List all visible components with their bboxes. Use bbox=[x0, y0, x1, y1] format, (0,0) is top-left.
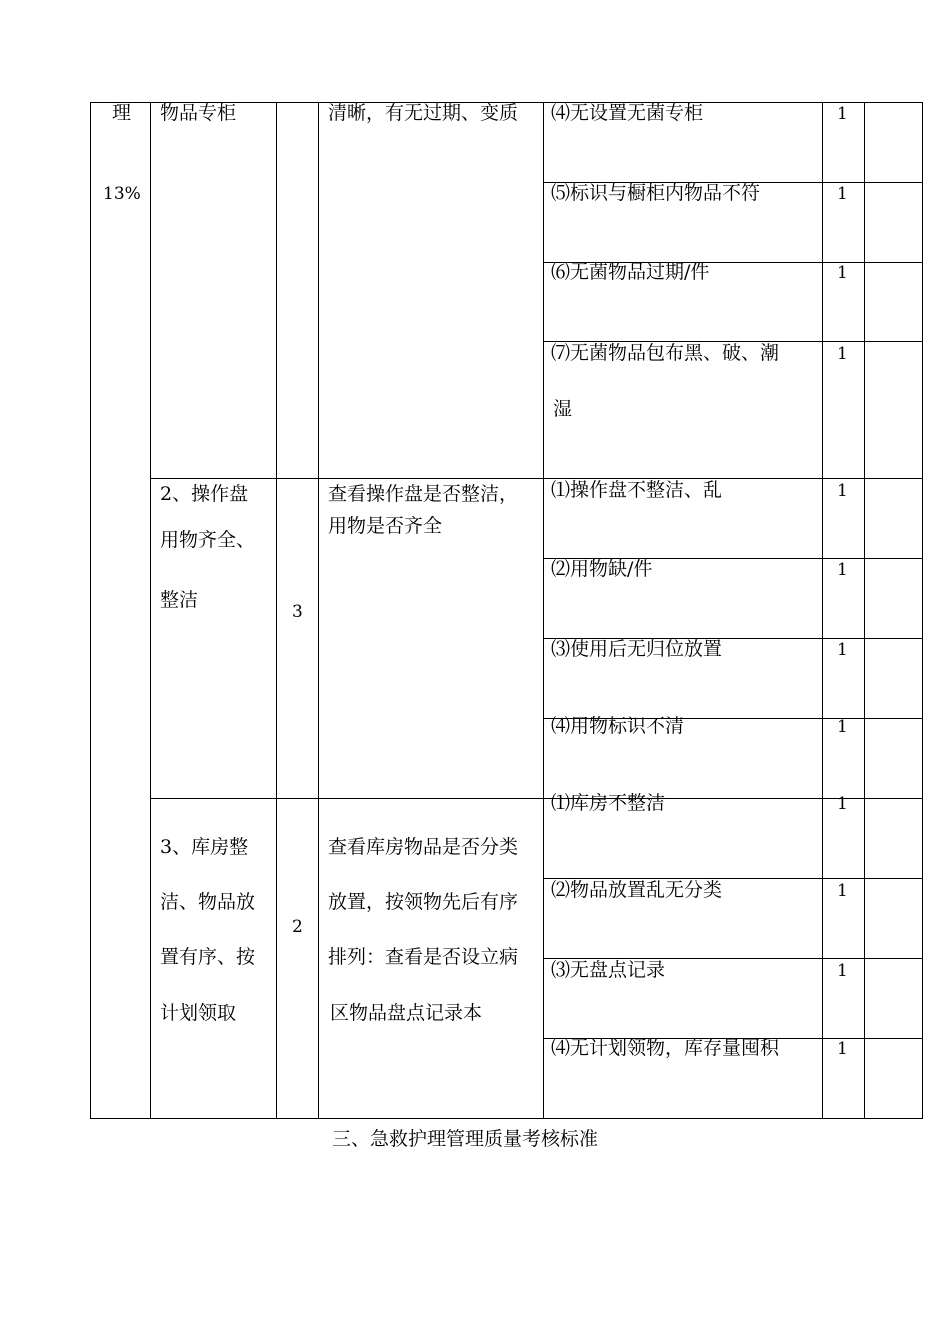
section-divider bbox=[150, 478, 923, 479]
item-text: 置有序、按 bbox=[160, 946, 256, 968]
item-text: 3、库房整 bbox=[160, 836, 249, 858]
deduction-text: ⑹无菌物品过期/件 bbox=[551, 261, 710, 283]
deduction-text: ⑷无设置无菌专柜 bbox=[551, 102, 704, 124]
deduction-text-continued: 湿 bbox=[553, 398, 573, 420]
deduction-points: 1 bbox=[837, 104, 848, 124]
deduction-points: 1 bbox=[837, 344, 848, 364]
column-divider bbox=[864, 102, 865, 1119]
deduction-points: 1 bbox=[837, 560, 848, 580]
item-text: 用物齐全、 bbox=[160, 529, 256, 551]
deduction-text: ⑴操作盘不整洁、乱 bbox=[551, 479, 723, 501]
deduction-points: 1 bbox=[837, 1039, 848, 1059]
item-text: 2、操作盘 bbox=[160, 483, 249, 505]
deduction-points: 1 bbox=[837, 717, 848, 737]
category-name: 理 bbox=[112, 102, 132, 124]
column-divider bbox=[276, 102, 277, 1119]
method-text: 查看库房物品是否分类 bbox=[328, 836, 519, 858]
method-text: 查看操作盘是否整洁， bbox=[328, 483, 519, 505]
table-border-bottom bbox=[90, 1118, 923, 1119]
item-text: 洁、物品放 bbox=[160, 891, 256, 913]
deduction-text: ⑴库房不整洁 bbox=[551, 792, 666, 814]
score-value: 2 bbox=[292, 917, 303, 937]
deduction-points: 1 bbox=[837, 640, 848, 660]
deduction-text: ⑵物品放置乱无分类 bbox=[551, 879, 723, 901]
column-divider bbox=[543, 102, 544, 1119]
method-text: 排列：查看是否设立病 bbox=[328, 946, 519, 968]
method-text: 放置，按领物先后有序 bbox=[328, 891, 519, 913]
deduction-text: ⑷无计划领物，库存量囤积 bbox=[551, 1037, 780, 1059]
deduction-text: ⑶无盘点记录 bbox=[551, 959, 666, 981]
item-text: 整洁 bbox=[160, 589, 199, 611]
deduction-points: 1 bbox=[837, 881, 848, 901]
method-text: 区物品盘点记录本 bbox=[330, 1002, 483, 1024]
deduction-text: ⑺无菌物品包布黑、破、潮 bbox=[551, 342, 780, 364]
deduction-text: ⑵用物缺/件 bbox=[551, 558, 653, 580]
method-text: 清晰，有无过期、变质 bbox=[328, 102, 519, 124]
item-text: 计划领取 bbox=[160, 1002, 237, 1024]
deduction-points: 1 bbox=[837, 961, 848, 981]
table-border-left bbox=[90, 102, 91, 1119]
column-divider bbox=[318, 102, 319, 1119]
category-percent: 13% bbox=[103, 184, 141, 204]
column-divider bbox=[150, 102, 151, 1119]
section-divider bbox=[150, 798, 923, 799]
deduction-points: 1 bbox=[837, 794, 848, 814]
column-divider bbox=[822, 102, 823, 1119]
deduction-text: ⑷用物标识不清 bbox=[551, 715, 685, 737]
method-text: 用物是否齐全 bbox=[328, 515, 443, 537]
deduction-points: 1 bbox=[837, 184, 848, 204]
section-heading: 三、急救护理管理质量考核标准 bbox=[332, 1128, 599, 1150]
deduction-text: ⑸标识与橱柜内物品不符 bbox=[551, 182, 761, 204]
deduction-text: ⑶使用后无归位放置 bbox=[551, 638, 723, 660]
deduction-points: 1 bbox=[837, 481, 848, 501]
score-value: 3 bbox=[292, 602, 303, 622]
table-border-right bbox=[922, 102, 923, 1119]
item-text: 物品专柜 bbox=[160, 102, 237, 124]
deduction-points: 1 bbox=[837, 263, 848, 283]
